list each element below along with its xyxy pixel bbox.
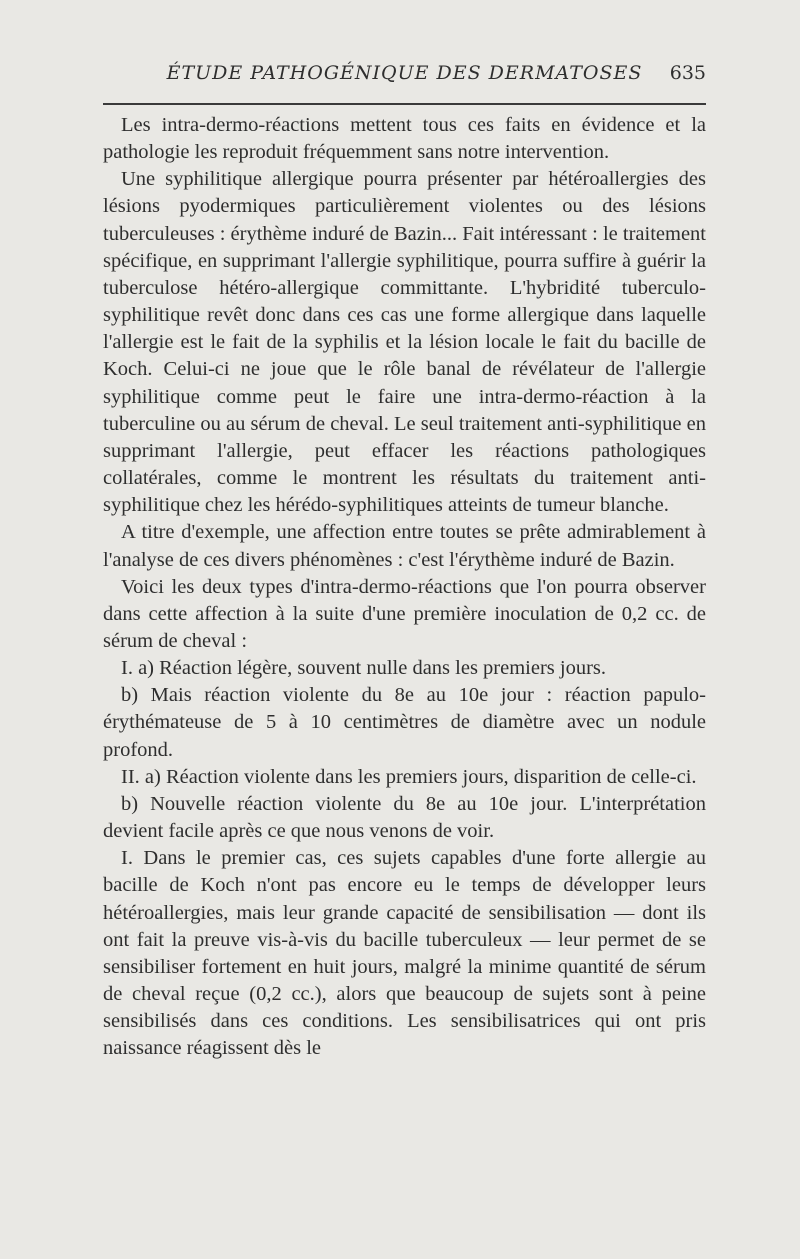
paragraph-6: b) Mais réaction violente du 8e au 10e jour : réaction papulo-érythémateuse de 5 à 10 centimètres de diamètre avec un nodule profond.: [103, 684, 706, 761]
paragraph-5: I. a) Réaction légère, souvent nulle dans les premiers jours.: [121, 657, 607, 680]
paragraph-2: Une syphilitique allergique pourra présenter par hétéroallergies des lésions pyodermiques particulièrement violentes ou des lésions tuberculeuses : érythème induré de Bazin... Fait intéressant : le traitement spécifique, en supprimant l'allergie syphilitique, pourra suffire à guérir la tuberculose hétéro-allergique committante. L'hybridité tuberculo-syphilitique revêt donc dans ces cas une forme allergique dans laquelle l'allergie est le fait de la syphilis et la lésion locale le fait du bacille de Koch. Celui-ci ne joue que le rôle banal de révélateur de l'allergie syphilitique comme peut le faire une intra-dermo-réaction à la tuberculine ou au sérum de cheval. Le seul traitement anti-syphilitique en supprimant l'allergie, peut effacer les réactions pathologiques collatérales, comme le montrent les résultats du traitement anti-syphilitique chez les hérédo-syphilitiques atteints de tumeur blanche.: [103, 168, 706, 517]
paragraph-1: Les intra-dermo-réactions mettent tous ces faits en évidence et la pathologie les reproduit fréquemment sans notre intervention.: [103, 114, 706, 164]
paragraph-8: b) Nouvelle réaction violente du 8e au 10e jour. L'interprétation devient facile après ce que nous venons de voir.: [103, 792, 706, 843]
header-rule: [103, 103, 706, 105]
paragraph-9: I. Dans le premier cas, ces sujets capables d'une forte allergie au bacille de Koch n'ont pas encore eu le temps de développer leurs hétéroallergies, mais leur grande capacité de sensibilisation — dont ils ont fait la preuve vis-à-vis du bacille tuberculeux — leur permet de se sensibiliser fortement en huit jours, malgré la minime quantité de sérum de cheval reçue (0,2 cc.), alors que beaucoup de sujets sont à peine sensibilisés dans ces conditions. Les sensibilisatrices qui ont pris naissance réagissent dès le: [103, 847, 706, 1060]
paragraph-7: II. a) Réaction violente dans les premiers jours, disparition de celle-ci.: [121, 765, 697, 788]
running-title: ÉTUDE PATHOGÉNIQUE DES DERMATOSES: [166, 62, 643, 84]
running-head: [103, 62, 706, 94]
paragraph-4: Voici les deux types d'intra-dermo-réactions que l'on pourra observer dans cette affection à la suite d'une première inoculation de 0,2 cc. de sérum de cheval :: [103, 575, 706, 652]
page-number: 635: [669, 62, 706, 84]
body-text: [103, 112, 706, 1062]
paragraph-3: A titre d'exemple, une affection entre toutes se prête admirablement à l'analyse de ces divers phénomènes : c'est l'érythème induré de Bazin.: [103, 521, 706, 571]
